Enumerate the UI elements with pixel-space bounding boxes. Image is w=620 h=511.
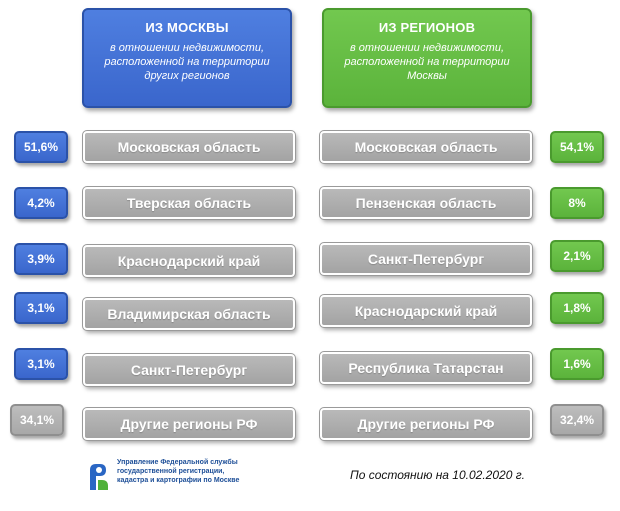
from-regions-value-4: 1,8% (550, 292, 604, 324)
from-moscow-value-2: 4,2% (14, 187, 68, 219)
from-regions-region-5: Республика Татарстан (320, 352, 532, 384)
from-regions-value-5: 1,6% (550, 348, 604, 380)
from-regions-region-4: Краснодарский край (320, 295, 532, 327)
from-regions-value-2: 8% (550, 187, 604, 219)
from-moscow-region-5: Санкт-Петербург (83, 354, 295, 386)
from-regions-region-3: Санкт-Петербург (320, 243, 532, 275)
from-regions-value-1: 54,1% (550, 131, 604, 163)
from-moscow-region-6: Другие регионы РФ (83, 408, 295, 440)
from-regions-value-3: 2,1% (550, 240, 604, 272)
from-moscow-title: ИЗ МОСКВЫ (145, 20, 229, 35)
from-moscow-region-3: Краснодарский край (83, 245, 295, 277)
from-moscow-region-4: Владимирская область (83, 298, 295, 330)
from-regions-region-6: Другие регионы РФ (320, 408, 532, 440)
agency-name: Управление Федеральной службы государственной регистрации, кадастра и картографии по Москве (117, 459, 240, 484)
rosreestr-logo-icon (86, 460, 112, 494)
from-regions-region-2: Пензенская область (320, 187, 532, 219)
from-moscow-value-3: 3,9% (14, 243, 68, 275)
from-moscow-region-1: Московская область (83, 131, 295, 163)
from-regions-region-1: Московская область (320, 131, 532, 163)
from-moscow-value-5: 3,1% (14, 348, 68, 380)
from-moscow-value-4: 3,1% (14, 292, 68, 324)
from-regions-value-6: 32,4% (550, 404, 604, 436)
from-regions-header (322, 8, 532, 108)
date-note: По состоянию на 10.02.2020 г. (350, 468, 525, 482)
from-moscow-value-6: 34,1% (10, 404, 64, 436)
from-moscow-subtitle: в отношении недвижимости, расположенной на территории других регионов (104, 42, 270, 82)
from-moscow-header (82, 8, 292, 108)
from-moscow-value-1: 51,6% (14, 131, 68, 163)
from-moscow-region-2: Тверская область (83, 187, 295, 219)
from-regions-title: ИЗ РЕГИОНОВ (378, 20, 476, 35)
from-regions-subtitle: в отношении недвижимости, расположенной на территории Москвы (344, 42, 510, 82)
